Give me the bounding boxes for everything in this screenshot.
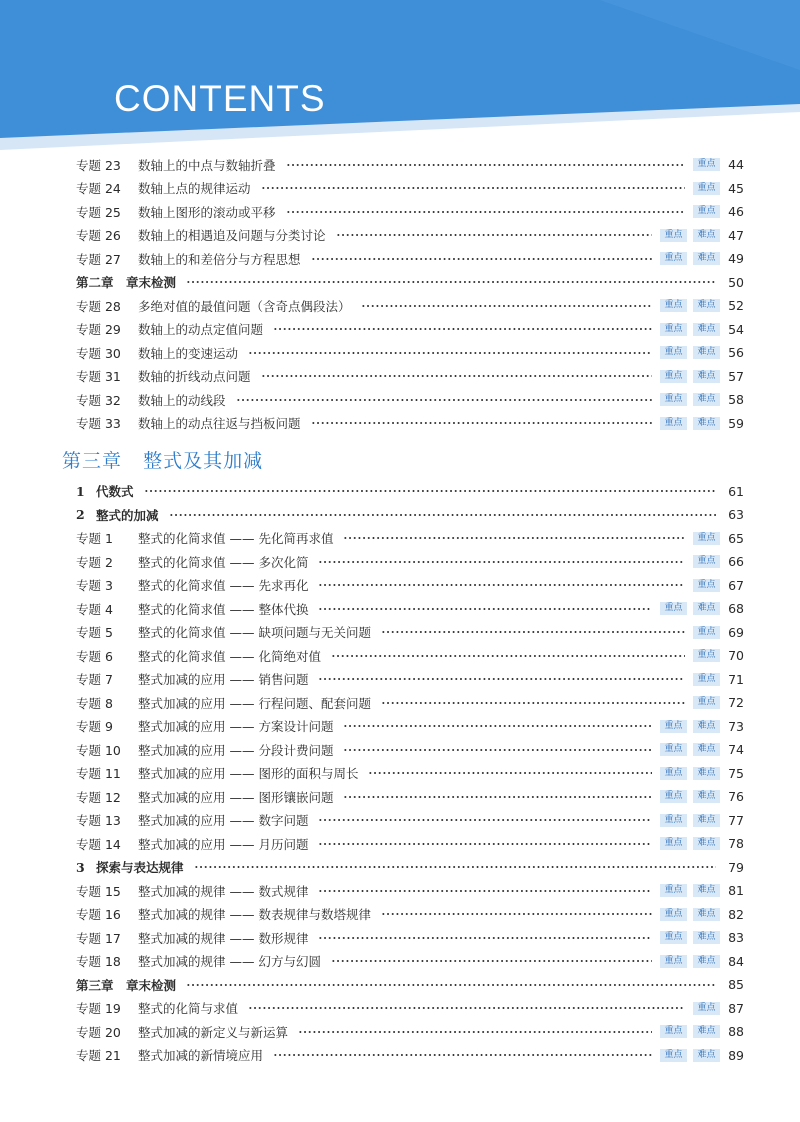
toc-entry-title: 整式加减的新情境应用 bbox=[138, 1048, 264, 1063]
tag-group bbox=[660, 790, 720, 803]
tag-group bbox=[693, 1002, 720, 1015]
toc-entry-title: 数轴上图形的滚动或平移 bbox=[138, 204, 276, 220]
toc-entry-number: 专题 5 bbox=[76, 625, 113, 640]
dot-leader bbox=[318, 890, 652, 892]
toc-topic-row[interactable] bbox=[76, 341, 744, 364]
dot-leader bbox=[261, 375, 652, 377]
toc-page-number: 82 bbox=[728, 906, 744, 922]
difficult-point-badge: 难点 bbox=[693, 299, 720, 312]
toc-review-row[interactable] bbox=[76, 973, 744, 996]
toc-entry-number: 专题 28 bbox=[76, 298, 121, 314]
toc-page-number: 70 bbox=[728, 648, 744, 663]
difficult-point-badge: 难点 bbox=[693, 931, 720, 944]
toc-section-row[interactable] bbox=[76, 480, 744, 503]
dot-leader bbox=[343, 537, 685, 539]
toc-entry-title: 多绝对值的最值问题（含奇点偶段法） bbox=[138, 298, 351, 314]
key-point-badge: 重点 bbox=[660, 814, 687, 827]
difficult-point-badge: 难点 bbox=[693, 814, 720, 827]
toc-entry-title: 整式的化简与求值 bbox=[138, 1001, 239, 1016]
toc-page-number: 65 bbox=[728, 530, 744, 546]
difficult-point-badge: 难点 bbox=[693, 602, 720, 615]
key-point-badge: 重点 bbox=[660, 393, 687, 406]
toc-entry-number: 专题 32 bbox=[76, 392, 121, 408]
toc-page-number: 83 bbox=[728, 930, 744, 945]
toc-page-number: 58 bbox=[728, 392, 744, 407]
dot-leader bbox=[261, 187, 685, 189]
tag-group bbox=[660, 955, 720, 968]
key-point-badge: 重点 bbox=[693, 673, 720, 686]
toc-page-number: 87 bbox=[728, 1000, 744, 1016]
key-point-badge: 重点 bbox=[660, 931, 687, 944]
toc-page-number: 76 bbox=[728, 789, 744, 804]
dot-leader bbox=[318, 561, 685, 563]
toc-topic-row[interactable] bbox=[76, 200, 744, 223]
difficult-point-badge: 难点 bbox=[693, 790, 720, 803]
key-point-badge: 重点 bbox=[660, 1049, 687, 1062]
toc-topic-row[interactable] bbox=[76, 388, 744, 411]
tag-group bbox=[660, 720, 720, 733]
dot-leader bbox=[318, 584, 685, 586]
toc-entry-number: 专题 33 bbox=[76, 416, 121, 431]
toc-entry-number: 专题 18 bbox=[76, 954, 121, 969]
key-point-badge: 重点 bbox=[660, 229, 687, 242]
dot-leader bbox=[248, 1007, 685, 1009]
toc-page-number: 77 bbox=[728, 812, 744, 828]
toc-entry-title: 第二章 章末检测 bbox=[76, 275, 177, 290]
contents-title: CONTENTS bbox=[114, 78, 326, 119]
toc-entry-number: 专题 7 bbox=[76, 672, 113, 687]
dot-leader bbox=[381, 631, 685, 633]
toc-entry-number: 专题 9 bbox=[76, 719, 113, 734]
toc-topic-row[interactable] bbox=[76, 926, 744, 949]
toc-topic-row[interactable] bbox=[76, 785, 744, 808]
dot-leader bbox=[318, 608, 652, 610]
dot-leader bbox=[318, 678, 685, 680]
dot-leader bbox=[273, 1054, 652, 1056]
toc-topic-row[interactable] bbox=[76, 1044, 744, 1067]
dot-leader bbox=[186, 281, 716, 283]
toc-topic-row[interactable] bbox=[76, 527, 744, 550]
dot-leader bbox=[298, 1031, 652, 1033]
dot-leader bbox=[194, 866, 716, 868]
toc-topic-row[interactable] bbox=[76, 903, 744, 926]
toc-entry-title: 整式加减的应用 —— 图形镶嵌问题 bbox=[138, 789, 334, 805]
key-point-badge: 重点 bbox=[660, 346, 687, 359]
difficult-point-badge: 难点 bbox=[693, 323, 720, 336]
key-point-badge: 重点 bbox=[660, 1025, 687, 1038]
toc-entry-title: 整式加减的应用 —— 方案设计问题 bbox=[138, 719, 334, 734]
toc-page-number: 52 bbox=[728, 298, 744, 313]
toc-entry-number: 专题 29 bbox=[76, 322, 121, 337]
dot-leader bbox=[318, 937, 652, 939]
dot-leader bbox=[311, 422, 652, 424]
toc-entry-number: 专题 13 bbox=[76, 813, 121, 828]
tag-group bbox=[660, 1049, 720, 1062]
dot-leader bbox=[331, 960, 652, 962]
difficult-point-badge: 难点 bbox=[693, 1025, 720, 1038]
key-point-badge: 重点 bbox=[660, 837, 687, 850]
toc-entry-title: 整式加减的规律 —— 幻方与幻圆 bbox=[138, 954, 321, 969]
dot-leader bbox=[361, 305, 652, 307]
key-point-badge: 重点 bbox=[693, 532, 720, 545]
toc-page-number: 56 bbox=[728, 345, 744, 360]
difficult-point-badge: 难点 bbox=[693, 955, 720, 968]
toc-topic-row[interactable] bbox=[76, 691, 744, 714]
toc-page-number: 61 bbox=[728, 483, 744, 499]
toc-entry-number: 专题 24 bbox=[76, 181, 121, 196]
difficult-point-badge: 难点 bbox=[693, 743, 720, 756]
toc-entry-number: 专题 27 bbox=[76, 251, 121, 267]
difficult-point-badge: 难点 bbox=[693, 1049, 720, 1062]
toc-entry-title: 整式加减的规律 —— 数形规律 bbox=[138, 930, 309, 946]
toc-entry-title: 数轴上的动点往返与挡板问题 bbox=[138, 416, 301, 431]
toc-entry-number: 专题 30 bbox=[76, 345, 121, 361]
tag-group bbox=[660, 931, 720, 944]
toc-page-number: 45 bbox=[728, 180, 744, 196]
toc-entry-title: 代数式 bbox=[96, 484, 134, 499]
toc-topic-row[interactable] bbox=[76, 247, 744, 270]
toc-page-number: 73 bbox=[728, 718, 744, 734]
toc-entry-title: 探索与表达规律 bbox=[96, 860, 184, 875]
toc-entry-number: 专题 20 bbox=[76, 1024, 121, 1040]
toc-topic-row[interactable] bbox=[76, 950, 744, 973]
toc-topic-row[interactable] bbox=[76, 832, 744, 855]
toc-topic-row[interactable] bbox=[76, 318, 744, 341]
toc-topic-row[interactable] bbox=[76, 809, 744, 832]
tag-group bbox=[660, 299, 720, 312]
dot-leader bbox=[236, 399, 652, 401]
toc-entry-number: 专题 15 bbox=[76, 883, 121, 899]
toc-entry-title: 整式的化简求值 —— 整体代换 bbox=[138, 601, 309, 617]
toc-topic-row[interactable] bbox=[76, 412, 744, 435]
difficult-point-badge: 难点 bbox=[693, 837, 720, 850]
toc-entry-number: 专题 11 bbox=[76, 766, 121, 781]
toc-entry-number: 专题 8 bbox=[76, 695, 113, 711]
toc-entry-title: 整式加减的规律 —— 数表规律与数塔规律 bbox=[138, 907, 371, 922]
key-point-badge: 重点 bbox=[660, 417, 687, 430]
key-point-badge: 重点 bbox=[693, 555, 720, 568]
toc-entry-title: 整式加减的应用 —— 图形的面积与周长 bbox=[138, 766, 359, 781]
dot-leader bbox=[318, 819, 652, 821]
toc-page-number: 50 bbox=[728, 274, 744, 290]
key-point-badge: 重点 bbox=[693, 182, 720, 195]
toc-topic-row[interactable] bbox=[76, 550, 744, 573]
difficult-point-badge: 难点 bbox=[693, 884, 720, 897]
tag-group bbox=[660, 417, 720, 430]
dot-leader bbox=[343, 725, 652, 727]
toc-entry-number: 2 bbox=[76, 507, 85, 522]
tag-group bbox=[660, 393, 720, 406]
key-point-badge: 重点 bbox=[660, 252, 687, 265]
toc-entry-title: 第三章 章末检测 bbox=[76, 977, 177, 993]
toc-section-row[interactable] bbox=[76, 856, 744, 879]
dot-leader bbox=[286, 211, 685, 213]
toc-entry-number: 专题 1 bbox=[76, 531, 113, 546]
toc-entry-number: 专题 3 bbox=[76, 578, 113, 593]
tag-group bbox=[660, 837, 720, 850]
toc-entry-title: 整式加减的规律 —— 数式规律 bbox=[138, 883, 309, 899]
toc-entry-title: 数轴上的中点与数轴折叠 bbox=[138, 157, 276, 173]
toc-page-number: 69 bbox=[728, 624, 744, 640]
dot-leader bbox=[343, 796, 652, 798]
toc-entry-title: 数轴上点的规律运动 bbox=[138, 181, 251, 196]
toc-page-number: 68 bbox=[728, 601, 744, 616]
key-point-badge: 重点 bbox=[660, 323, 687, 336]
dot-leader bbox=[336, 234, 652, 236]
toc-topic-row[interactable] bbox=[76, 224, 744, 247]
toc-entry-number: 专题 2 bbox=[76, 554, 113, 570]
toc-entry-number: 专题 10 bbox=[76, 742, 121, 758]
contents-header-banner bbox=[0, 0, 800, 150]
toc-entry-title: 整式的化简求值 —— 多次化简 bbox=[138, 554, 309, 570]
toc-section-row[interactable] bbox=[76, 503, 744, 526]
tag-group bbox=[660, 252, 720, 265]
dot-leader bbox=[368, 772, 652, 774]
toc-entry-title: 整式加减的应用 —— 分段计费问题 bbox=[138, 742, 334, 758]
toc-entry-title: 数轴上的和差倍分与方程思想 bbox=[138, 251, 301, 267]
toc-topic-row[interactable] bbox=[76, 644, 744, 667]
toc-entry-title: 整式加减的应用 —— 行程问题、配套问题 bbox=[138, 695, 371, 711]
difficult-point-badge: 难点 bbox=[693, 720, 720, 733]
toc-entry-number: 专题 19 bbox=[76, 1001, 121, 1016]
toc-page-number: 78 bbox=[728, 836, 744, 851]
dot-leader bbox=[381, 702, 685, 704]
toc-entry-number: 专题 25 bbox=[76, 204, 121, 220]
tag-group bbox=[693, 555, 720, 568]
dot-leader bbox=[381, 913, 652, 915]
toc-page-number: 85 bbox=[728, 977, 744, 992]
toc-entry-number: 专题 4 bbox=[76, 601, 113, 617]
key-point-badge: 重点 bbox=[660, 602, 687, 615]
key-point-badge: 重点 bbox=[660, 720, 687, 733]
difficult-point-badge: 难点 bbox=[693, 417, 720, 430]
tag-group bbox=[660, 1025, 720, 1038]
toc-topic-row[interactable] bbox=[76, 365, 744, 388]
toc-page-number: 46 bbox=[728, 204, 744, 219]
toc-topic-row[interactable] bbox=[76, 294, 744, 317]
tag-group bbox=[693, 626, 720, 639]
difficult-point-badge: 难点 bbox=[693, 252, 720, 265]
toc-page-number: 84 bbox=[728, 953, 744, 969]
difficult-point-badge: 难点 bbox=[693, 393, 720, 406]
toc-entry-title: 整式的化简求值 —— 先化简再求值 bbox=[138, 531, 334, 546]
tag-group bbox=[693, 158, 720, 171]
toc-topic-row[interactable] bbox=[76, 574, 744, 597]
tag-group bbox=[660, 884, 720, 897]
key-point-badge: 重点 bbox=[693, 696, 720, 709]
toc-page-number: 74 bbox=[728, 742, 744, 757]
key-point-badge: 重点 bbox=[660, 955, 687, 968]
toc-topic-row[interactable] bbox=[76, 879, 744, 902]
tag-group bbox=[693, 182, 720, 195]
tag-group bbox=[660, 602, 720, 615]
key-point-badge: 重点 bbox=[660, 790, 687, 803]
toc-page-number: 63 bbox=[728, 507, 744, 522]
toc-entry-title: 整式的加减 bbox=[96, 507, 159, 523]
tag-group bbox=[660, 346, 720, 359]
chapter-number: 第三章 bbox=[62, 450, 123, 472]
key-point-badge: 重点 bbox=[693, 1002, 720, 1015]
key-point-badge: 重点 bbox=[660, 743, 687, 756]
tag-group bbox=[693, 579, 720, 592]
dot-leader bbox=[248, 352, 652, 354]
toc-page-number: 67 bbox=[728, 577, 744, 593]
key-point-badge: 重点 bbox=[693, 649, 720, 662]
dot-leader bbox=[318, 843, 652, 845]
toc-topic-row[interactable] bbox=[76, 738, 744, 761]
header-background bbox=[0, 0, 800, 150]
toc-entry-title: 整式加减的应用 —— 销售问题 bbox=[138, 672, 309, 687]
toc-page-number: 81 bbox=[728, 883, 744, 898]
difficult-point-badge: 难点 bbox=[693, 908, 720, 921]
dot-leader bbox=[273, 328, 652, 330]
dot-leader bbox=[343, 749, 652, 751]
toc-entry-number: 1 bbox=[76, 483, 85, 499]
toc-topic-row[interactable] bbox=[76, 1020, 744, 1043]
toc-topic-row[interactable] bbox=[76, 177, 744, 200]
tag-group bbox=[693, 532, 720, 545]
toc-entry-number: 专题 26 bbox=[76, 228, 121, 243]
toc-review-row[interactable] bbox=[76, 271, 744, 294]
chapter-title: 整式及其加减 bbox=[143, 450, 264, 472]
dot-leader bbox=[286, 164, 685, 166]
toc-entry-title: 整式的化简求值 —— 化简绝对值 bbox=[138, 648, 321, 664]
toc-topic-row[interactable] bbox=[76, 597, 744, 620]
toc-topic-row[interactable] bbox=[76, 997, 744, 1020]
toc-entry-number: 专题 31 bbox=[76, 369, 121, 384]
dot-leader bbox=[169, 514, 716, 516]
key-point-badge: 重点 bbox=[660, 884, 687, 897]
toc-page-number: 49 bbox=[728, 251, 744, 266]
toc-entry-title: 数轴上的动线段 bbox=[138, 392, 226, 408]
toc-entry-title: 数轴上的相遇追及问题与分类讨论 bbox=[138, 228, 326, 243]
toc-page-number: 47 bbox=[728, 227, 744, 243]
toc-page-number: 72 bbox=[728, 695, 744, 710]
tag-group bbox=[693, 696, 720, 709]
toc-entry-number: 专题 12 bbox=[76, 789, 121, 805]
toc-page-number: 54 bbox=[728, 321, 744, 337]
toc-page-number: 66 bbox=[728, 554, 744, 569]
toc-page-number: 71 bbox=[728, 671, 744, 687]
key-point-badge: 重点 bbox=[693, 205, 720, 218]
tag-group bbox=[660, 767, 720, 780]
tag-group bbox=[660, 743, 720, 756]
key-point-badge: 重点 bbox=[693, 626, 720, 639]
dot-leader bbox=[186, 984, 716, 986]
key-point-badge: 重点 bbox=[660, 370, 687, 383]
toc-entry-number: 专题 6 bbox=[76, 648, 113, 664]
difficult-point-badge: 难点 bbox=[693, 346, 720, 359]
toc-topic-row[interactable] bbox=[76, 762, 744, 785]
dot-leader bbox=[311, 258, 652, 260]
key-point-badge: 重点 bbox=[660, 299, 687, 312]
toc-page-number: 57 bbox=[728, 368, 744, 384]
toc-entry-number: 专题 17 bbox=[76, 930, 121, 946]
toc-entry-title: 整式的化简求值 —— 缺项问题与无关问题 bbox=[138, 625, 371, 640]
chapter-3-heading bbox=[62, 446, 263, 473]
key-point-badge: 重点 bbox=[660, 908, 687, 921]
dot-leader bbox=[331, 655, 685, 657]
toc-page-number: 75 bbox=[728, 765, 744, 781]
toc-entry-title: 数轴上的变速运动 bbox=[138, 345, 239, 361]
toc-entry-title: 整式加减的新定义与新运算 bbox=[138, 1024, 289, 1040]
dot-leader bbox=[144, 490, 716, 492]
difficult-point-badge: 难点 bbox=[693, 767, 720, 780]
tag-group bbox=[693, 205, 720, 218]
toc-page-number: 59 bbox=[728, 415, 744, 431]
tag-group bbox=[660, 323, 720, 336]
toc-topic-row[interactable] bbox=[76, 153, 744, 176]
toc-entry-number: 3 bbox=[76, 859, 85, 875]
toc-entry-title: 数轴的折线动点问题 bbox=[138, 369, 251, 384]
tag-group bbox=[693, 673, 720, 686]
toc-entry-number: 专题 23 bbox=[76, 157, 121, 173]
key-point-badge: 重点 bbox=[660, 767, 687, 780]
tag-group bbox=[660, 370, 720, 383]
toc-page-number: 89 bbox=[728, 1047, 744, 1063]
toc-topic-row[interactable] bbox=[76, 715, 744, 738]
toc-page-number: 88 bbox=[728, 1024, 744, 1039]
difficult-point-badge: 难点 bbox=[693, 370, 720, 383]
toc-entry-number: 专题 16 bbox=[76, 907, 121, 922]
toc-entry-title: 整式加减的应用 —— 月历问题 bbox=[138, 836, 309, 852]
tag-group bbox=[693, 649, 720, 662]
tag-group bbox=[660, 814, 720, 827]
tag-group bbox=[660, 229, 720, 242]
toc-entry-title: 整式加减的应用 —— 数字问题 bbox=[138, 813, 309, 828]
toc-topic-row[interactable] bbox=[76, 621, 744, 644]
toc-entry-number: 专题 21 bbox=[76, 1048, 121, 1063]
key-point-badge: 重点 bbox=[693, 579, 720, 592]
toc-page-number: 44 bbox=[728, 157, 744, 172]
toc-entry-title: 整式的化简求值 —— 先求再化 bbox=[138, 578, 309, 593]
toc-entry-number: 专题 14 bbox=[76, 836, 121, 852]
key-point-badge: 重点 bbox=[693, 158, 720, 171]
toc-page-number: 79 bbox=[728, 859, 744, 875]
difficult-point-badge: 难点 bbox=[693, 229, 720, 242]
tag-group bbox=[660, 908, 720, 921]
toc-entry-title: 数轴上的动点定值问题 bbox=[138, 322, 264, 337]
toc-topic-row[interactable] bbox=[76, 668, 744, 691]
